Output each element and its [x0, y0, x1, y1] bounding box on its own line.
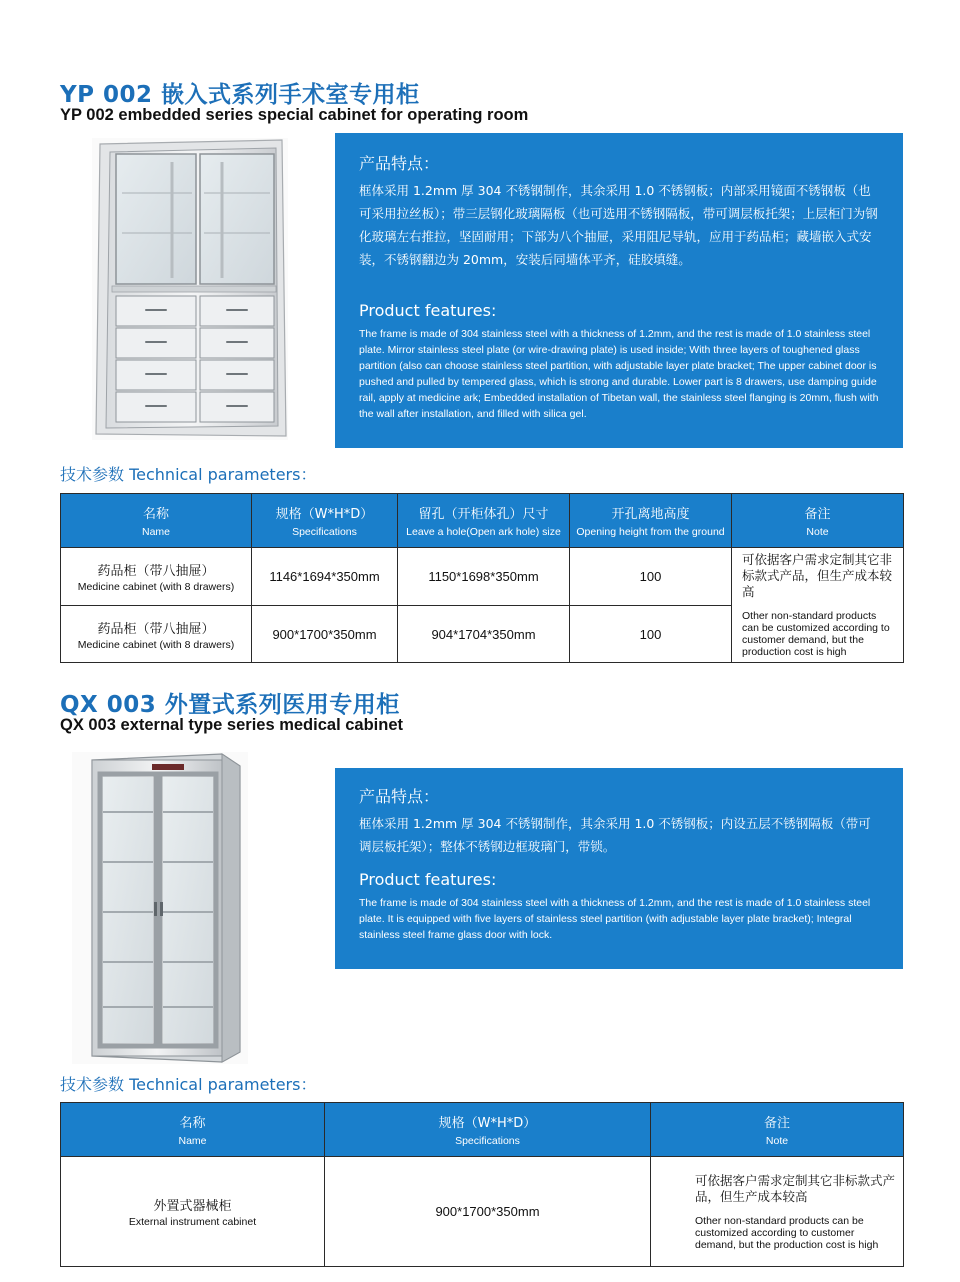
- embedded-cabinet-photo: [92, 138, 288, 440]
- cell-spec: 900*1700*350mm: [252, 606, 398, 663]
- header-hole-size: 留孔（开柜体孔）尺寸 Leave a hole(Open ark hole) size: [398, 494, 570, 548]
- external-cabinet-illustration: [72, 752, 248, 1064]
- cell-spec: 900*1700*350mm: [325, 1157, 651, 1267]
- section2-features-cn-text: 框体采用 1.2mm 厚 304 不锈钢制作，其余采用 1.0 不锈钢板；内设五层不锈钢隔板（带可调层板托架）；整体不锈钢边框玻璃门，带锁。: [359, 816, 871, 854]
- header-spec: 规格（W*H*D） Specifications: [252, 494, 398, 548]
- table-header-row: [61, 1103, 904, 1157]
- cell-opening-height: 100: [570, 606, 732, 663]
- section1-features-cn-heading: 产品特点：: [359, 154, 440, 173]
- header-note: 备注 Note: [732, 494, 904, 548]
- section2-features-en-heading: Product features:: [359, 870, 497, 889]
- section2-features-cn-heading: 产品特点：: [359, 787, 440, 806]
- section2-features-box: [335, 768, 903, 969]
- table-row: [61, 1157, 904, 1267]
- section1-params-table: [60, 493, 904, 663]
- section2-features-en-text: The frame is made of 304 stainless steel with a thickness of 1.2mm, and the rest is made of 1.0 stainless steel plate. It is equipped with five layers of stainless steel partition (with adjustable layer plate bracket); Integral stainless steel frame glass door with lock.: [359, 897, 871, 941]
- section2-params-label: 技术参数 Technical parameters：: [60, 1075, 317, 1094]
- section1-features-box: [335, 133, 903, 448]
- header-name: 名称 Name: [61, 494, 252, 548]
- header-opening-height: 开孔离地高度 Opening height from the ground: [570, 494, 732, 548]
- cell-note: [651, 1157, 904, 1267]
- note-en: Other non-standard products can be customized according to customer demand, but the production cost is high: [695, 1214, 879, 1251]
- cell-opening-height: 100: [570, 548, 732, 606]
- embedded-cabinet-illustration: [92, 138, 288, 440]
- section1-features-en-heading: Product features:: [359, 301, 497, 320]
- section1-params-label: 技术参数 Technical parameters：: [60, 465, 317, 484]
- header-note: 备注 Note: [651, 1103, 904, 1157]
- section1-features-cn-text: 框体采用 1.2mm 厚 304 不锈钢制作，其余采用 1.0 不锈钢板；内部采用镜面不锈钢板（也可采用拉丝板）；带三层钢化玻璃隔板（也可选用不锈钢隔板，带可调层板托架；上层柜门为钢化玻璃左右推拉，坚固耐用；下部为八个抽屉，采用阻尼导轨，应用于药品柜；藏墙嵌入式安装，不锈钢翻边为 20mm，安装后同墙体平齐，硅胶填缝。: [359, 183, 878, 267]
- note-cn: 可依据客户需求定制其它非标款式产品，但生产成本较高: [695, 1172, 896, 1204]
- section2-title-cn: QX 003 外置式系列医用专用柜: [60, 692, 400, 718]
- section1-title-cn: YP 002 嵌入式系列手术室专用柜: [60, 82, 420, 108]
- cell-name: 外置式器械柜 External instrument cabinet: [61, 1157, 325, 1267]
- cell-name: 药品柜（带八抽屉） Medicine cabinet (with 8 drawers): [61, 548, 252, 606]
- cell-hole-size: 1150*1698*350mm: [398, 548, 570, 606]
- cell-spec: 1146*1694*350mm: [252, 548, 398, 606]
- header-spec: 规格（W*H*D） Specifications: [325, 1103, 651, 1157]
- cell-name: 药品柜（带八抽屉） Medicine cabinet (with 8 drawers): [61, 606, 252, 663]
- cell-note: [732, 548, 904, 663]
- section1-title-en: YP 002 embedded series special cabinet for operating room: [60, 106, 529, 124]
- external-cabinet-photo: [72, 752, 248, 1064]
- note-cn: 可依据客户需求定制其它非标款式产品，但生产成本较高: [742, 552, 893, 599]
- table-row: [61, 548, 904, 606]
- section2-params-table: [60, 1102, 904, 1267]
- header-name: 名称 Name: [61, 1103, 325, 1157]
- section2-title-en: QX 003 external type series medical cabinet: [60, 716, 404, 734]
- table-header-row: [61, 494, 904, 548]
- section1-features-en-text: The frame is made of 304 stainless steel with a thickness of 1.2mm, and the rest is made of 1.0 stainless steel plate. Mirror stainless steel plate (or wire-drawing plate) is used inside; With three layers of toughened glass partition (also can choose stainless steel partition, with adjustable layer plate bracket; The upper cabinet door is pushed and pulled by tempered glass, which is strong and durable. Lower part is 8 drawers, use damping guide rail, apply at medicine ark; Embedded installation of Tibetan wall, the stainless steel flanging is 20mm, flush with the wall after installation, and filled with silica gel.: [359, 328, 879, 420]
- cell-hole-size: 904*1704*350mm: [398, 606, 570, 663]
- note-en: Other non-standard products can be customized according to customer demand, but the production cost is high: [742, 610, 890, 658]
